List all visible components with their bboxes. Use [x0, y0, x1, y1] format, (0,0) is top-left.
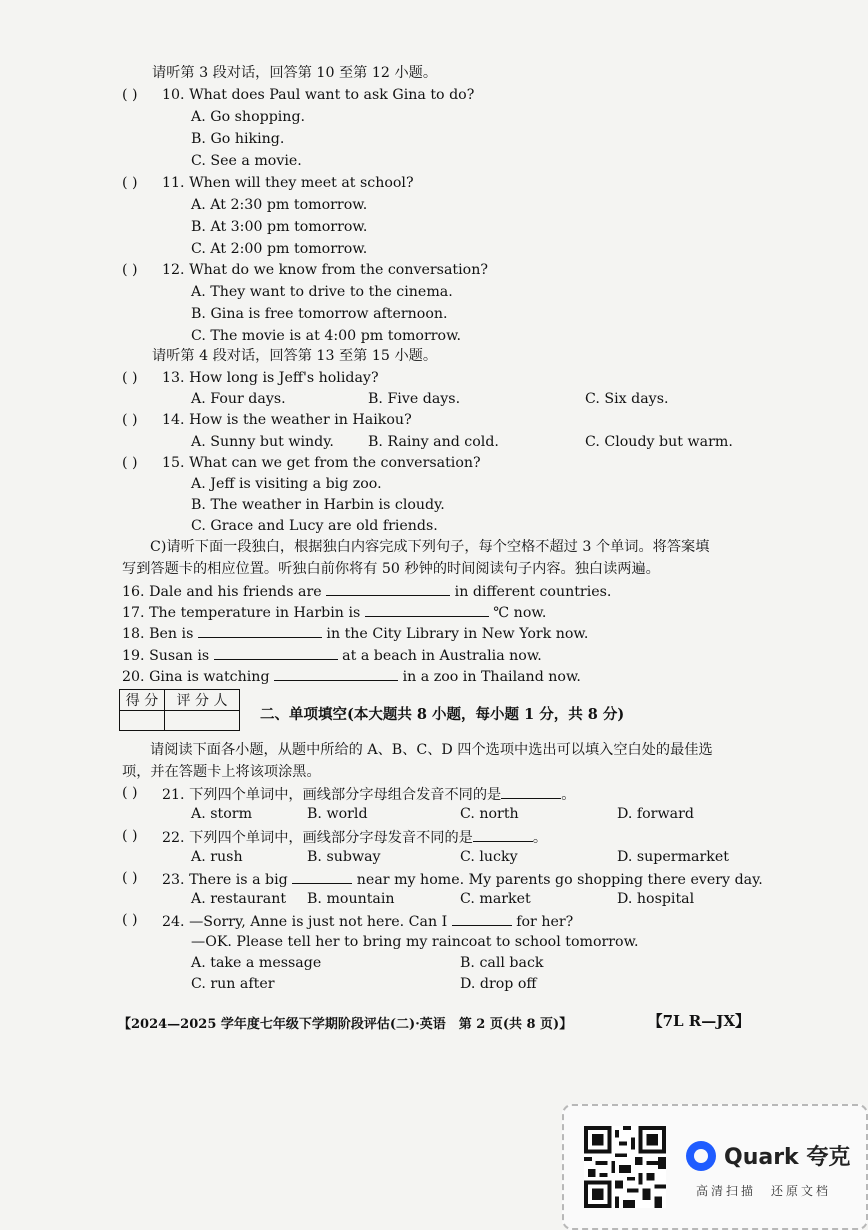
option: A. take a message: [191, 955, 322, 971]
fill-in-18: [122, 623, 588, 643]
option: D. hospital: [617, 891, 695, 907]
answer-paren: ( ): [122, 262, 138, 278]
quark-logo: [686, 1140, 850, 1171]
option: C. north: [460, 806, 519, 822]
option: B. world: [307, 806, 368, 822]
question-tail: 。: [561, 787, 576, 803]
answer-blank[interactable]: [365, 602, 489, 617]
answer-paren: ( ): [122, 175, 138, 191]
fill-in-text: 17. The temperature in Harbin is: [122, 605, 361, 621]
option: C. See a movie.: [191, 153, 302, 169]
option: A. rush: [191, 849, 243, 865]
grader-cell[interactable]: [165, 711, 240, 731]
question-23: [162, 869, 763, 889]
quark-watermark[interactable]: [562, 1104, 868, 1230]
qr-code-icon: [584, 1126, 666, 1208]
option: C. Six days.: [585, 391, 669, 407]
monologue-instruction-cont: 写到答题卡的相应位置。听独白前你将有 50 秒钟的时间阅读句子内容。独白读两遍。: [122, 561, 660, 577]
section-2-instruction-cont: 项，并在答题卡上将该项涂黑。: [122, 764, 321, 780]
question-13: 13. How long is Jeff's holiday?: [162, 370, 379, 386]
fill-in-text: 16. Dale and his friends are: [122, 584, 322, 600]
fill-in-20: [122, 666, 581, 686]
option: A. restaurant: [191, 891, 287, 907]
answer-paren: ( ): [122, 87, 138, 103]
option: D. drop off: [460, 976, 537, 992]
fill-in-text: 20. Gina is watching: [122, 669, 270, 685]
question-text: 22. 下列四个单词中，画线部分字母发音不同的是: [162, 830, 473, 846]
answer-paren: ( ): [122, 412, 138, 428]
option: D. forward: [617, 806, 694, 822]
answer-blank[interactable]: [473, 827, 533, 842]
option: B. call back: [460, 955, 544, 971]
option: C. Cloudy but warm.: [585, 434, 733, 450]
question-text: 23. There is a big: [162, 872, 288, 888]
option: C. run after: [191, 976, 275, 992]
answer-blank[interactable]: [501, 784, 561, 799]
option: C. At 2:00 pm tomorrow.: [191, 241, 368, 257]
option: B. Rainy and cold.: [368, 434, 499, 450]
fill-in-19: [122, 645, 542, 665]
page-footer: 【2024—2025 学年度七年级下学期阶段评估(二)·英语 第 2 页(共 8 页)】: [118, 1017, 573, 1032]
monologue-instruction: C)请听下面一段独白，根据独白内容完成下列句子，每个空格不超过 3 个单词。将答案填: [150, 539, 710, 555]
fill-in-text: 19. Susan is: [122, 648, 210, 664]
dialogue3-intro: 请听第 3 段对话，回答第 10 至第 12 小题。: [152, 65, 438, 81]
answer-paren: ( ): [122, 870, 138, 886]
answer-blank[interactable]: [214, 645, 338, 660]
fill-in-text: ℃ now.: [493, 605, 547, 621]
answer-blank[interactable]: [274, 666, 398, 681]
option: A. storm: [191, 806, 253, 822]
fill-in-text: 18. Ben is: [122, 626, 194, 642]
option: B. At 3:00 pm tomorrow.: [191, 219, 368, 235]
question-15: 15. What can we get from the conversation?: [162, 455, 481, 471]
option: C. The movie is at 4:00 pm tomorrow.: [191, 328, 462, 344]
question-12: 12. What do we know from the conversation?: [162, 262, 488, 278]
fill-in-16: [122, 581, 611, 601]
option: A. Four days.: [191, 391, 286, 407]
score-table: [119, 689, 240, 731]
answer-blank[interactable]: [292, 869, 352, 884]
question-text: 24. —Sorry, Anne is just not here. Can I: [162, 914, 448, 930]
score-header: 得 分: [120, 690, 165, 711]
question-tail: for her?: [516, 914, 574, 930]
answer-paren: ( ): [122, 785, 138, 801]
option: A. Go shopping.: [191, 109, 306, 125]
question-14: 14. How is the weather in Haikou?: [162, 412, 412, 428]
option: A. Jeff is visiting a big zoo.: [191, 476, 382, 492]
fill-in-text: at a beach in Australia now.: [342, 648, 542, 664]
option: A. Sunny but windy.: [191, 434, 334, 450]
option: C. Grace and Lucy are old friends.: [191, 518, 438, 534]
question-text: 21. 下列四个单词中，画线部分字母组合发音不同的是: [162, 787, 502, 803]
answer-blank[interactable]: [452, 911, 512, 926]
question-tail: 。: [532, 830, 548, 846]
answer-paren: ( ): [122, 828, 138, 844]
exam-code: 【7L R—JX】: [647, 1012, 750, 1030]
answer-blank[interactable]: [198, 623, 322, 638]
option: D. supermarket: [617, 849, 729, 865]
question-22: [162, 827, 547, 847]
quark-logo-icon: [686, 1141, 716, 1171]
fill-in-text: in the City Library in New York now.: [326, 626, 589, 642]
dialogue4-intro: 请听第 4 段对话，回答第 13 至第 15 小题。: [152, 348, 438, 364]
option: A. At 2:30 pm tomorrow.: [191, 197, 368, 213]
option: B. Five days.: [368, 391, 461, 407]
option: A. They want to drive to the cinema.: [191, 284, 453, 300]
answer-paren: ( ): [122, 455, 138, 471]
quark-brand: Quark 夸克: [724, 1145, 851, 1170]
question-11: 11. When will they meet at school?: [162, 175, 414, 191]
question-24: [162, 911, 573, 931]
option: B. The weather in Harbin is cloudy.: [191, 497, 445, 513]
section-2-instruction: 请阅读下面各小题，从题中所给的 A、B、C、D 四个选项中选出可以填入空白处的最佳选: [150, 742, 713, 758]
answer-paren: ( ): [122, 912, 138, 928]
grader-header: 评 分 人: [165, 690, 240, 711]
section-2-title: 二、单项填空(本大题共 8 小题，每小题 1 分，共 8 分): [260, 706, 625, 723]
answer-paren: ( ): [122, 370, 138, 386]
option: B. Go hiking.: [191, 131, 285, 147]
option: B. mountain: [307, 891, 395, 907]
question-tail: near my home. My parents go shopping there every day.: [356, 872, 763, 888]
option: C. lucky: [460, 849, 518, 865]
quark-tagline: 高清扫描 还原文档: [696, 1184, 832, 1198]
fill-in-text: in a zoo in Thailand now.: [402, 669, 581, 685]
fill-in-17: [122, 602, 546, 622]
fill-in-text: in different countries.: [454, 584, 612, 600]
question-24-reply: —OK. Please tell her to bring my raincoat to school tomorrow.: [191, 934, 639, 950]
option: B. Gina is free tomorrow afternoon.: [191, 306, 448, 322]
question-10: 10. What does Paul want to ask Gina to do?: [162, 87, 475, 103]
question-21: [162, 784, 575, 804]
answer-blank[interactable]: [326, 581, 450, 596]
option: C. market: [460, 891, 531, 907]
score-cell[interactable]: [120, 711, 165, 731]
option: B. subway: [307, 849, 381, 865]
